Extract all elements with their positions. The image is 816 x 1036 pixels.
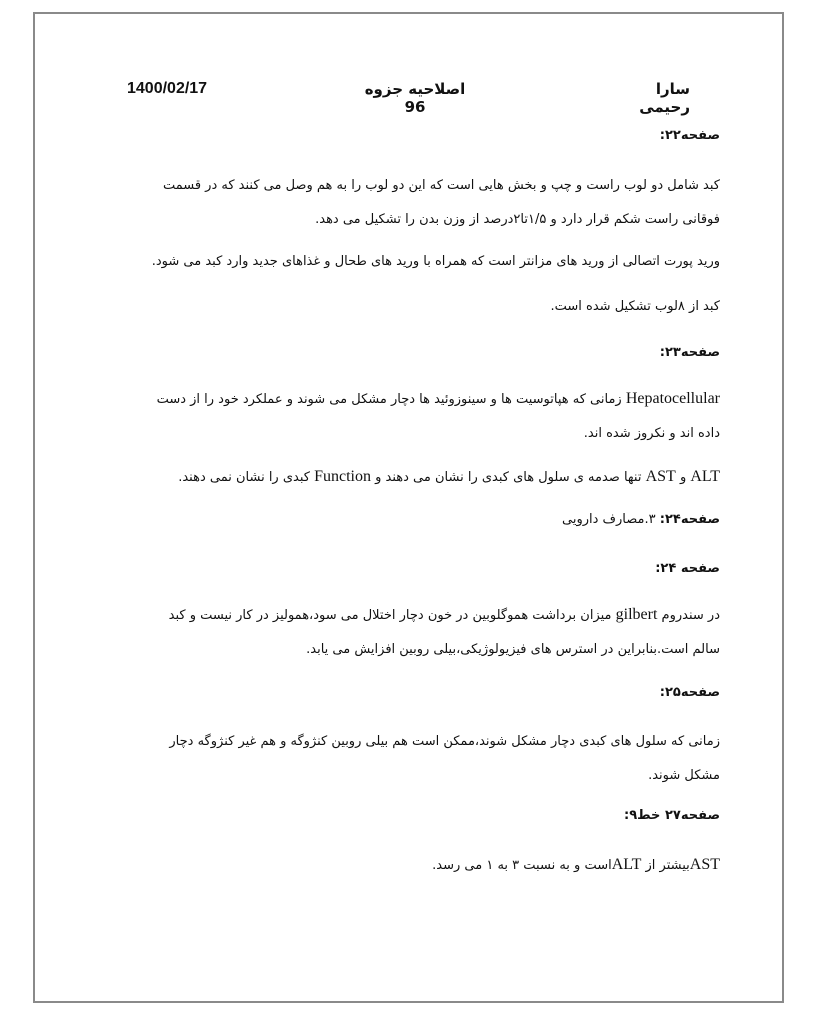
section-heading-27: صفحه۲۷ خط۹: bbox=[623, 808, 720, 823]
author-name: سارا رحیمی bbox=[639, 80, 690, 116]
section-24a bbox=[110, 512, 720, 527]
term-alt: ALT bbox=[690, 468, 720, 485]
term-ast: AST bbox=[645, 468, 676, 485]
section-heading-24a: صفحه۲۴: bbox=[659, 512, 720, 527]
paragraph-text: ۳.مصارف دارویی bbox=[561, 512, 660, 527]
paragraph-line: فوقانی راست شکم قرار دارد و ۱/۵تا۲درصد از وزن بدن را تشکیل می دهد. bbox=[315, 212, 720, 227]
paragraph-line: سالم است.بنابراین در استرس های فیزیولوژیکی،بیلی روبین افزایش می یابد. bbox=[306, 642, 720, 657]
paragraph-text: کبدی را نشان نمی دهند. bbox=[178, 470, 315, 485]
document-date: 1400/02/17 bbox=[127, 80, 208, 97]
term-hepatocellular: Hepatocellular bbox=[625, 390, 720, 407]
paragraph-text: و bbox=[675, 470, 691, 485]
term-ast: AST bbox=[689, 856, 720, 873]
paragraph-24-1 bbox=[110, 598, 720, 667]
paragraph-22-1 bbox=[110, 169, 720, 237]
paragraph-text: بیشتر از bbox=[641, 858, 690, 873]
section-heading-22: صفحه۲۲: bbox=[659, 128, 720, 143]
paragraph-text: میزان برداشت هموگلوبین در خون دچار اختلال می سود،همولیز در کار نیست و کبد bbox=[168, 608, 616, 623]
paragraph-22-2: ورید پورت اتصالی از ورید های مزانتر است که همراه با ورید های طحال و غذاهای جدید وارد کبد می شود. bbox=[151, 254, 720, 269]
section-heading-24b: صفحه ۲۴: bbox=[655, 561, 720, 576]
section-heading-23: صفحه۲۳: bbox=[659, 345, 720, 360]
document-title: اصلاحیه جزوه 96 bbox=[364, 80, 466, 116]
paragraph-text: است و به نسبت ۳ به ۱ می رسد. bbox=[432, 858, 612, 873]
paragraph-25-1 bbox=[110, 725, 720, 793]
paragraph-text: تنها صدمه ی سلول های کبدی را نشان می دهند و bbox=[370, 470, 646, 485]
paragraph-23-2 bbox=[110, 460, 720, 495]
paragraph-line bbox=[110, 382, 720, 417]
paragraph-22-3: کبد از ۸لوب تشکیل شده است. bbox=[550, 299, 720, 314]
paragraph-line: کبد شامل دو لوب راست و چپ و بخش هایی است که این دو لوب را به هم وصل می کنند که در قسمت bbox=[162, 178, 720, 193]
paragraph-line: مشکل شوند. bbox=[648, 768, 720, 783]
term-gilbert: gilbert bbox=[615, 606, 658, 623]
paragraph-line: داده اند و نکروز شده اند. bbox=[583, 426, 720, 441]
term-function: Function bbox=[314, 468, 371, 485]
paragraph-line bbox=[110, 598, 720, 633]
term-alt: ALT bbox=[611, 856, 642, 873]
paragraph-23-1 bbox=[110, 382, 720, 451]
paragraph-text: زمانی که هپاتوسیت ها و سینوزوئید ها دچار مشکل می شوند و عملکرد خود را از دست bbox=[156, 392, 626, 407]
section-heading-25: صفحه۲۵: bbox=[659, 685, 720, 700]
paragraph-line: زمانی که سلول های کبدی دچار مشکل شوند،ممکن است هم بیلی روبین کنژوگه و هم غیر کنژوگه دچار bbox=[169, 734, 720, 749]
paragraph-text: در سندروم bbox=[657, 608, 720, 623]
paragraph-27-1 bbox=[110, 848, 720, 883]
